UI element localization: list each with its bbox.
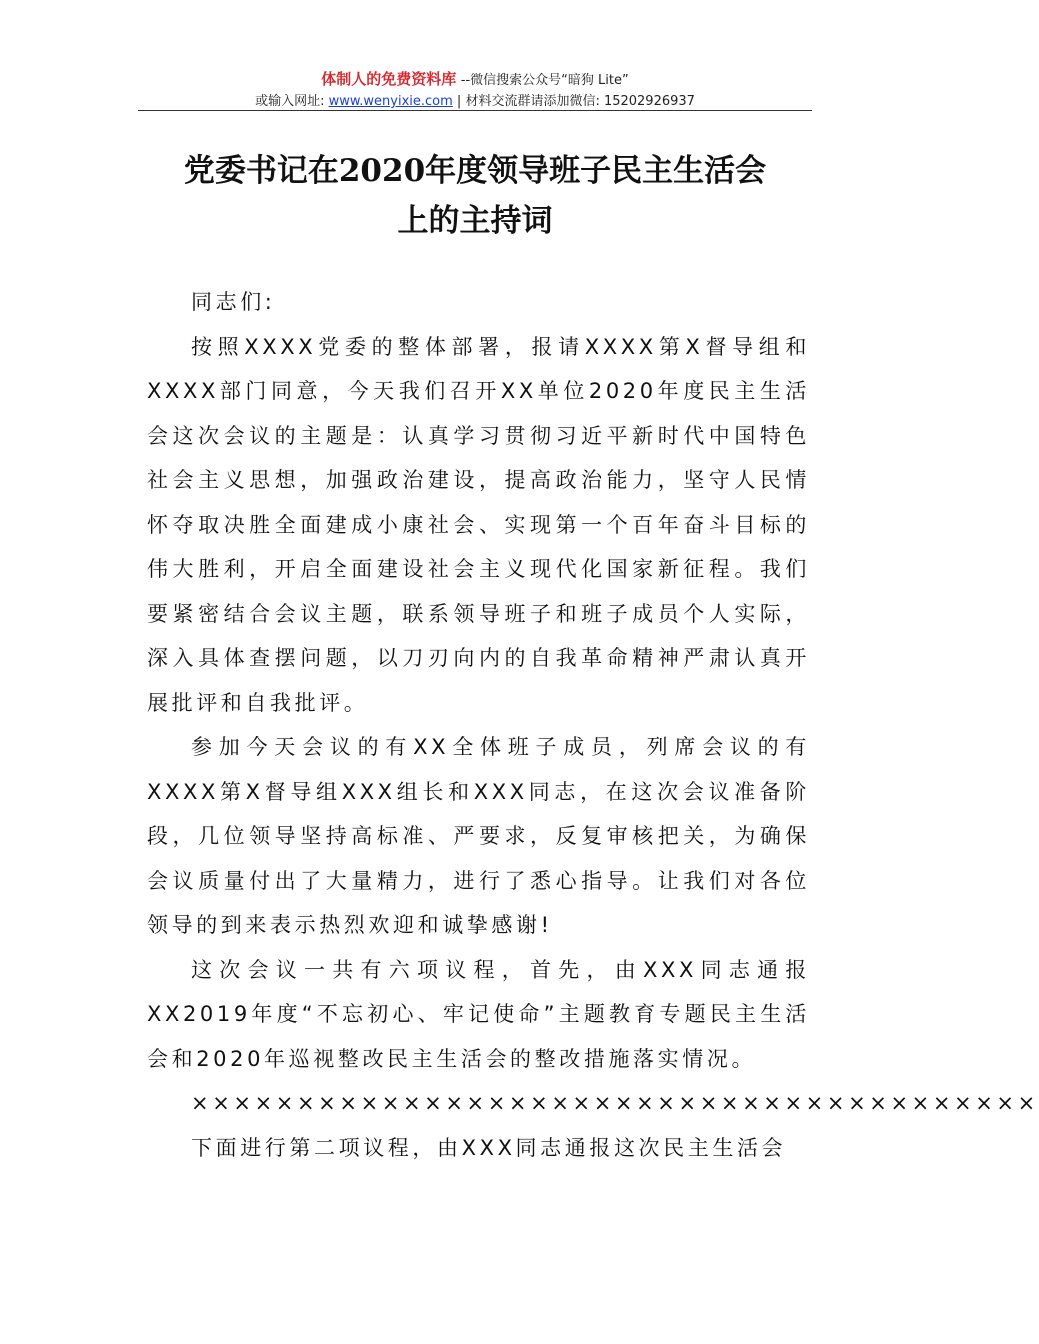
header-promo-line	[138, 70, 812, 90]
brand-name: 体制人的免费资料库	[321, 70, 457, 88]
title-line-2: 上的主持词	[397, 203, 553, 239]
page-header	[138, 70, 812, 110]
contact-suffix: | 材料交流群请添加微信: 15202926937	[452, 94, 695, 109]
title-line-1: 党委书记在2020年度领导班子民主生活会	[183, 153, 767, 189]
document-body	[147, 280, 1039, 1170]
paragraph-agenda: 这次会议一共有六项议程，首先，由XXX同志通报XX2019年度“不忘初心、牢记使命”主题教育专题民主生活会和2020年巡视整改民主生活会的整改措施落实情况。	[147, 957, 810, 1071]
salutation: 同志们:	[191, 290, 276, 314]
paragraph-second-item: 下面进行第二项议程，由XXX同志通报这次民主生活会	[191, 1135, 787, 1160]
site-link[interactable]: www.wenyixie.com	[328, 94, 453, 109]
header-divider	[138, 110, 812, 111]
paragraph-attendees: 参加今天会议的有XX全体班子成员，列席会议的有XXXX第X督导组XXX组长和XXX同志，在这次会议准备阶段，几位领导坚持高标准、严要求，反复审核把关，为确保会议质量付出了大量精力，进行了悉心指导。让我们对各位领导的到来表示热烈欢迎和诚挚感谢!	[147, 735, 810, 937]
paragraph-placeholder-marks: ××××××××××××××××××××××××××××××××××××××××	[191, 1091, 1039, 1115]
wechat-hint: --微信搜索公众号“暗狗 Lite”	[460, 73, 629, 88]
document-title	[140, 146, 810, 246]
url-prefix: 或输入网址:	[255, 94, 329, 109]
paragraph-deployment: 按照XXXX党委的整体部署，报请XXXX第X督导组和XXXX部门同意，今天我们召开XX单位2020年度民主生活会这次会议的主题是：认真学习贯彻习近平新时代中国特色社会主义思想，加强政治建设，提高政治能力，坚守人民情怀夺取决胜全面建成小康社会、实现第一个百年奋斗目标的伟大胜利，开启全面建设社会主义现代化国家新征程。我们要紧密结合会议主题，联系领导班子和班子成员个人实际，深入具体查摆问题，以刀刃向内的自我革命精神严肃认真开展批评和自我批评。	[147, 334, 810, 715]
header-contact-line	[138, 93, 812, 110]
